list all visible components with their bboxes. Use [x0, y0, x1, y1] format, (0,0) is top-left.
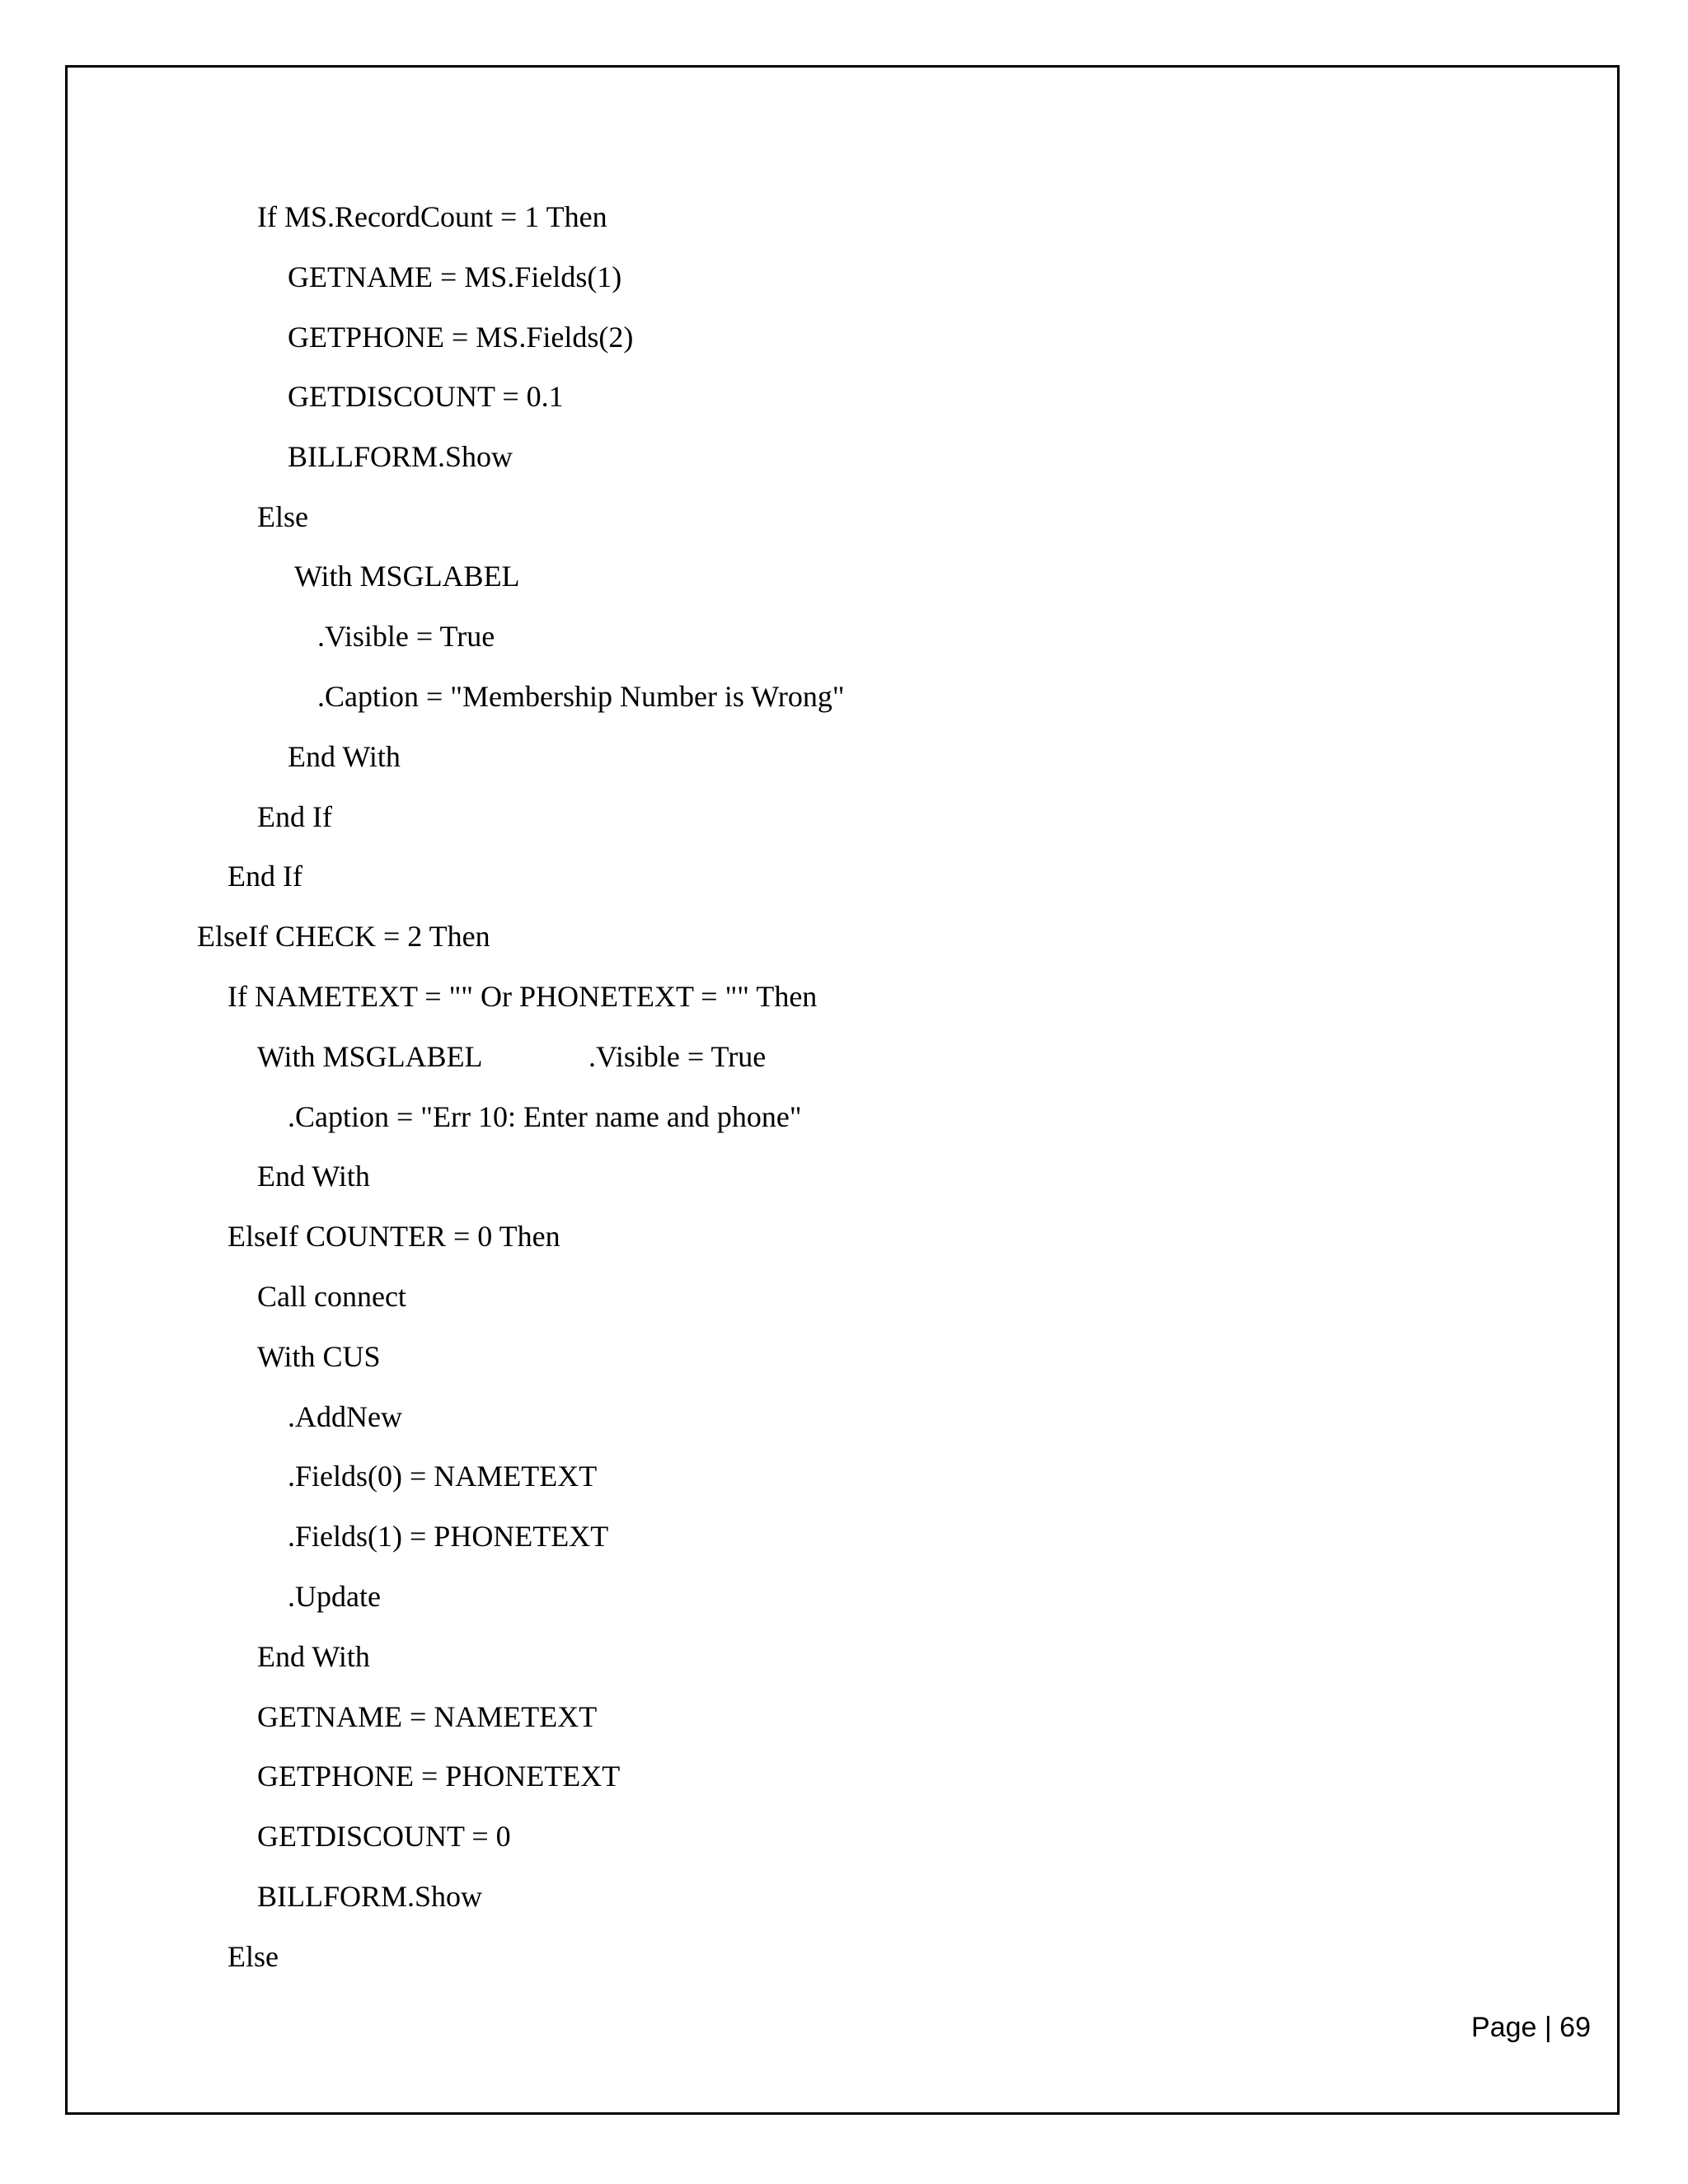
code-line: BILLFORM.Show [257, 1880, 483, 1913]
code-line: With MSGLABEL [257, 1040, 483, 1073]
code-line: Else [257, 500, 308, 533]
page-number: Page | 69 [1471, 2012, 1591, 2043]
code-line: Else [227, 1940, 279, 1973]
code-line: Call connect [257, 1280, 406, 1313]
code-line: With MSGLABEL [294, 560, 520, 593]
code-line: GETPHONE = PHONETEXT [257, 1760, 621, 1793]
code-line: End With [257, 1160, 370, 1193]
code-line: BILLFORM.Show [288, 440, 513, 473]
code-line: .Visible = True [317, 620, 495, 653]
code-line: .Fields(1) = PHONETEXT [288, 1520, 609, 1553]
code-line: GETNAME = MS.Fields(1) [288, 260, 622, 293]
page-border [65, 65, 1620, 2115]
code-line: .Update [288, 1580, 381, 1613]
code-line: .Fields(0) = NAMETEXT [288, 1460, 598, 1493]
code-line: .Visible = True [588, 1040, 767, 1073]
code-line: End With [288, 740, 401, 773]
code-line: GETDISCOUNT = 0 [257, 1820, 511, 1853]
code-line: .Caption = "Err 10: Enter name and phone" [288, 1100, 802, 1133]
code-line: ElseIf COUNTER = 0 Then [227, 1220, 560, 1253]
code-line: If NAMETEXT = "" Or PHONETEXT = "" Then [227, 980, 818, 1013]
code-line: .AddNew [288, 1400, 402, 1433]
code-line: End With [257, 1640, 370, 1673]
code-line: GETNAME = NAMETEXT [257, 1700, 598, 1733]
code-line: End If [257, 800, 332, 833]
code-line: .Caption = "Membership Number is Wrong" [317, 680, 845, 713]
code-line: ElseIf CHECK = 2 Then [197, 920, 490, 953]
code-line: GETDISCOUNT = 0.1 [288, 380, 564, 413]
code-line: With CUS [257, 1340, 381, 1373]
code-line: GETPHONE = MS.Fields(2) [288, 321, 634, 354]
code-line: If MS.RecordCount = 1 Then [257, 200, 607, 233]
code-line: End If [227, 860, 302, 893]
